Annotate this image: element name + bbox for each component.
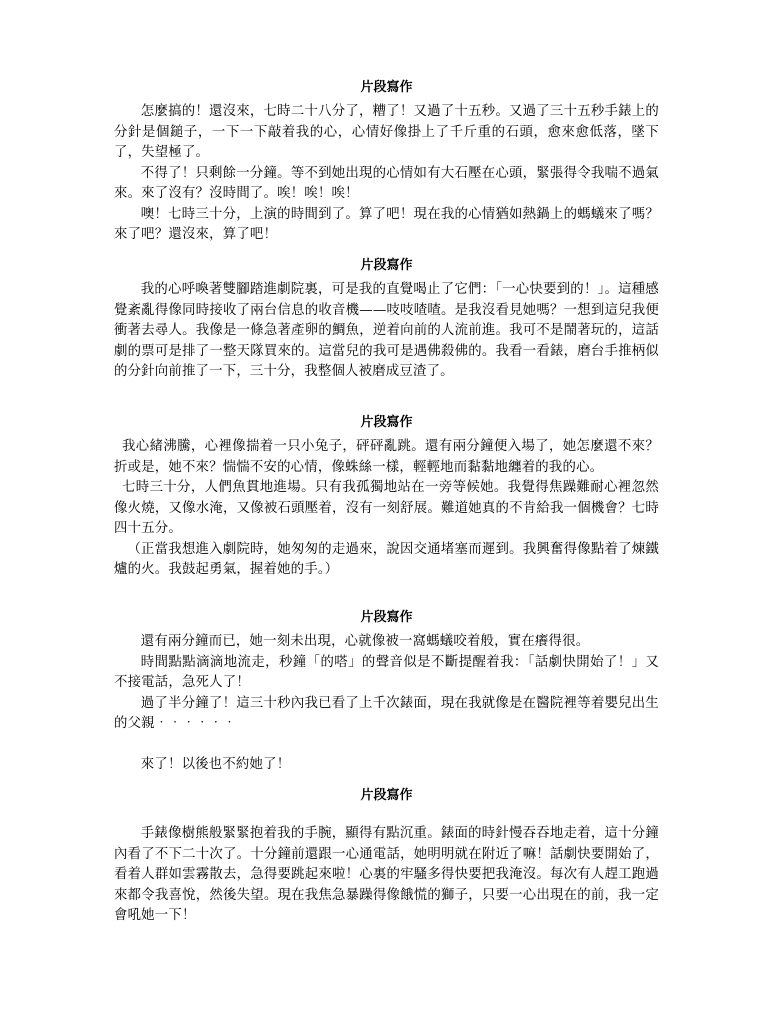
paragraph: 七時三十分，人們魚貫地進場。只有我孤獨地站在一旁等候她。我覺得焦躁難耐心裡忽然像火燒，又像水淹，又像被石頭壓着，沒有一刻舒展。難道她真的不肯給我一個機會？七時四十五分。 (114, 480, 659, 536)
section-3 (114, 413, 659, 581)
section-5 (114, 786, 659, 927)
section-title: 片段寫作 (360, 258, 413, 273)
section-title: 片段寫作 (360, 415, 413, 430)
paragraph: 噢！七時三十分，上演的時間到了。算了吧！現在我的心情猶如熱鍋上的螞蟻來了嗎？來了吧？還沒來，算了吧！ (114, 206, 659, 242)
section-4 (114, 608, 659, 775)
paragraph: 來了！以後也不約她了！ (140, 756, 291, 772)
paragraph: 我心緒沸騰，心裡像揣着一只小兔子，砰砰亂跳。還有兩分鐘便入場了，她怎麼還不來？折或是，她不來？惴惴不安的心情，像蛛絲一樣，輕輕地而黏黏地纏着的我的心。 (114, 439, 659, 475)
section-2 (114, 256, 659, 383)
paragraph: 不得了！只剩餘一分鐘。等不到她出現的心情如有大石壓在心頭，緊張得令我喘不過氣來。來了沒有？沒時間了。唉！唉！唉！ (114, 165, 659, 201)
section-1 (114, 78, 659, 246)
paragraph: 手錶像樹熊般緊緊抱着我的手腕，顯得有點沉重。錶面的時針慢吞吞地走着，這十分鐘內看了不下二十次了。十分鐘前還跟一心通電話，她明明就在附近了嘛！話劇快要開始了，看着人群如雲霧散去，急得要跳起來啦！心裏的牢騷多得快要把我淹沒。每次有人趕工跑過來都令我喜悅，然後失望。現在我焦急暴躁得像餓慌的獅子，只要一心出現在的前，我一定會吼她一下！ (114, 826, 659, 923)
paragraph: 過了半分鐘了！這三十秒內我已看了上千次錶面，現在我就像是在醫院裡等着嬰兒出生的父親‧‧‧‧‧‧ (114, 695, 659, 731)
paragraph: 還有兩分鐘而已，她一刻未出現，心就像被一窩螞蟻咬着般，實在癢得很。 (140, 634, 590, 649)
paragraph: 我的心呼喚著雙腳踏進劇院裏，可是我的直覺喝止了它們：「一心快要到的！」。這種感覺紊亂得像同時接收了兩台信息的收音機——吱吱喳喳。是我沒看見她嗎？一想到這兒我便衝著去尋人。我像是一條急著產卵的鯛魚，逆着向前的人流前進。我可不是鬧著玩的，這話劇的票可是排了一整天隊買來的。這當兒的我可是遇佛殺佛的。我看一看錶，磨台手推柄似的分針向前推了一下，三十分，我整個人被磨成豆渣了。 (114, 282, 659, 379)
paragraph: 怎麼搞的！還沒來，七時二十八分了，糟了！又過了十五秒。又過了三十五秒手錶上的分針是個鎚子，一下一下敲着我的心，心情好像掛上了千斤重的石頭，愈來愈低落，墜下了，失望極了。 (114, 104, 659, 160)
section-title: 片段寫作 (360, 80, 413, 95)
section-title: 片段寫作 (360, 788, 413, 803)
paragraph: 時間點點滴滴地流走，秒鐘「的嗒」的聲音似是不斷提醒着我：「話劇快開始了！」又不接電話，急死人了！ (114, 654, 659, 690)
section-title: 片段寫作 (360, 610, 413, 625)
paragraph: （正當我想進入劇院時，她匆匆的走過來，說因交通堵塞而遲到。我興奮得像點着了煉鐵爐的火。我鼓起勇氣，握着她的手。） (114, 541, 659, 577)
